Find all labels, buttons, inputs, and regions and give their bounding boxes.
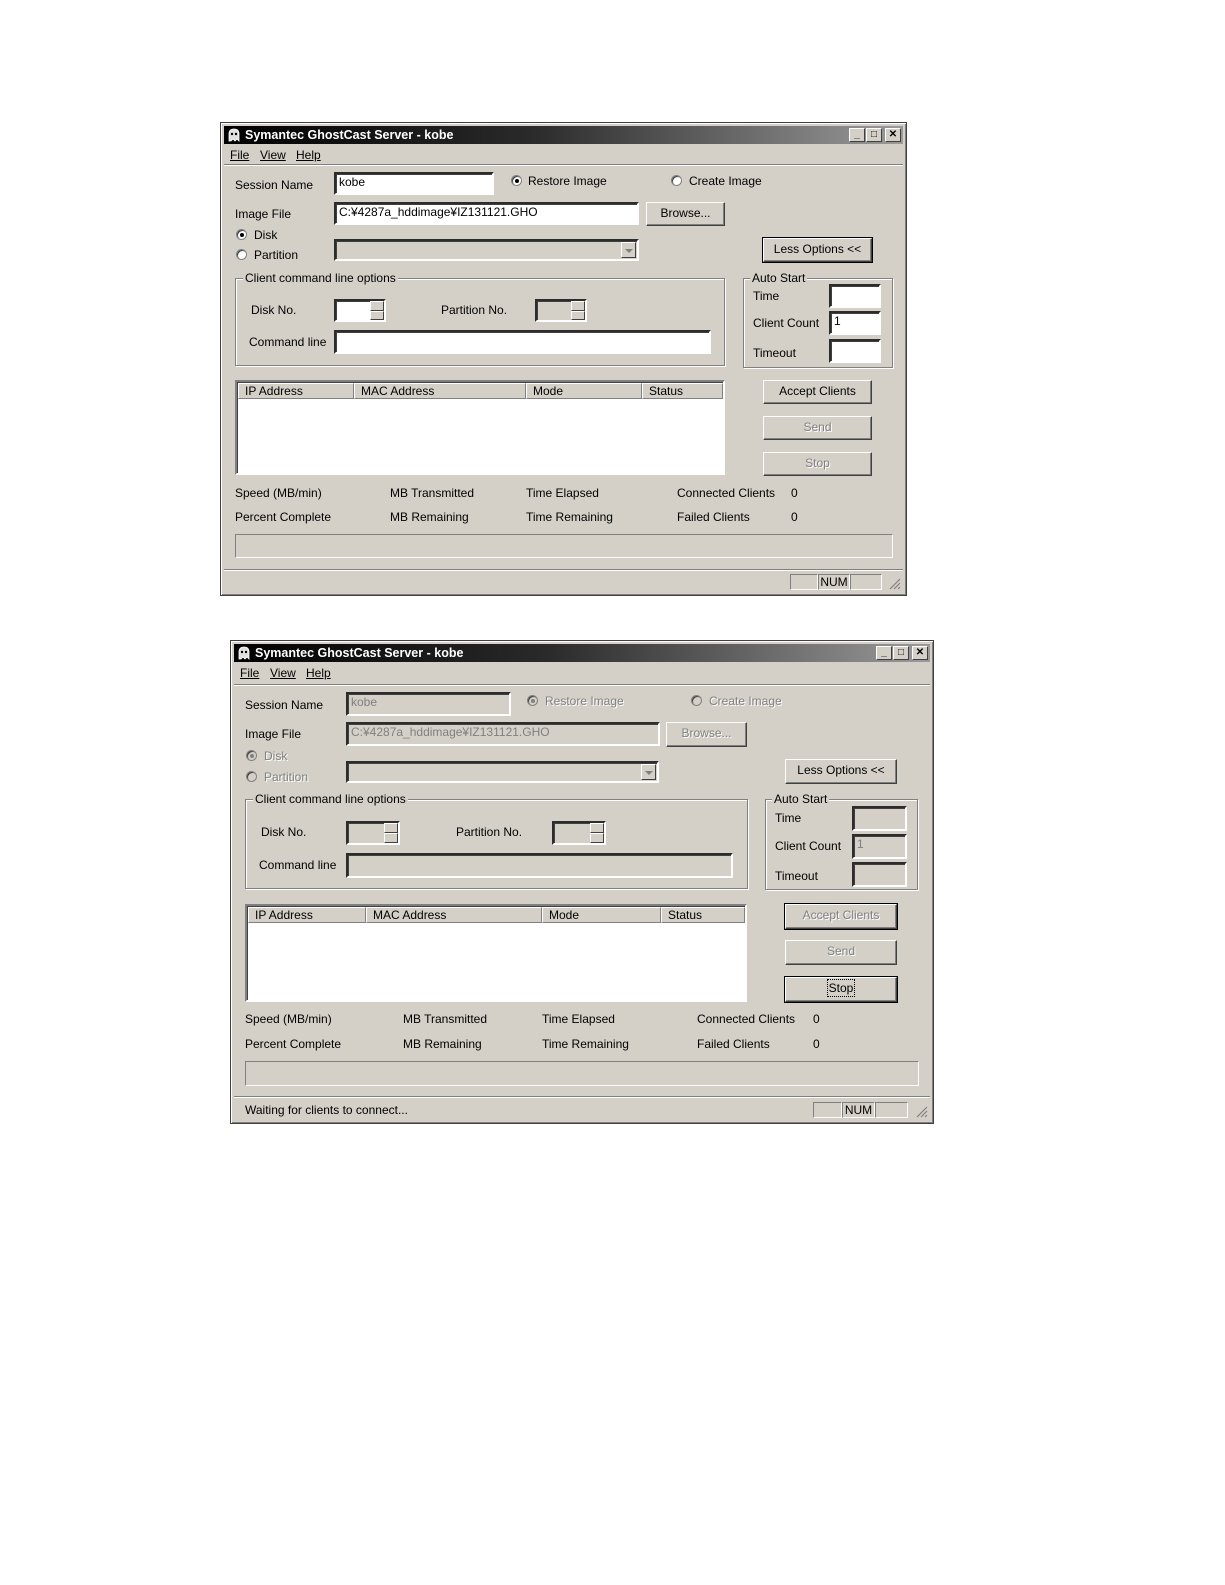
time-input[interactable] (829, 284, 881, 308)
disk-no-label: Disk No. (251, 303, 297, 317)
session-name-input[interactable]: kobe (346, 692, 511, 716)
status-pane-scroll (875, 1102, 908, 1118)
menu-help[interactable]: Help (306, 666, 331, 680)
restore-image-radio[interactable] (511, 175, 522, 186)
resize-grip-icon[interactable] (889, 578, 901, 590)
partition-no-label: Partition No. (441, 303, 508, 317)
image-file-label: Image File (235, 207, 292, 221)
connected-clients-value: 0 (791, 486, 798, 500)
menu-separator (234, 684, 930, 686)
less-options-button[interactable]: Less Options << (763, 238, 872, 262)
ghost-app-icon (237, 646, 251, 660)
failed-clients-label: Failed Clients (697, 1037, 770, 1051)
partition-label[interactable]: Partition (264, 770, 309, 784)
mb-transmitted-label: MB Transmitted (403, 1012, 488, 1026)
create-image-label[interactable]: Create Image (709, 694, 782, 708)
close-icon[interactable]: ✕ (885, 128, 901, 142)
spinner-arrows-icon[interactable] (571, 301, 585, 320)
status-separator (224, 569, 903, 571)
ghostcast-window-top (220, 122, 907, 596)
command-line-label: Command line (249, 335, 327, 349)
time-elapsed-label: Time Elapsed (542, 1012, 615, 1026)
column-ip-address[interactable]: IP Address (238, 383, 354, 399)
speed-label: Speed (MB/min) (235, 486, 322, 500)
partition-radio[interactable] (246, 771, 257, 782)
column-mode[interactable]: Mode (526, 383, 642, 399)
failed-clients-value: 0 (791, 510, 798, 524)
failed-clients-value: 0 (813, 1037, 820, 1051)
menu-view[interactable]: View (260, 148, 286, 162)
percent-complete-label: Percent Complete (245, 1037, 342, 1051)
client-count-label: Client Count (775, 839, 842, 853)
column-mac-address[interactable]: MAC Address (354, 383, 526, 399)
client-count-input[interactable]: 1 (852, 834, 907, 859)
mb-remaining-label: MB Remaining (390, 510, 469, 524)
window-title: Symantec GhostCast Server - kobe (255, 646, 464, 660)
disk-radio[interactable] (246, 750, 257, 761)
partition-no-label: Partition No. (456, 825, 523, 839)
spinner-arrows-icon[interactable] (590, 823, 604, 843)
browse-button[interactable]: Browse... (646, 202, 725, 226)
partition-no-spinner[interactable] (552, 821, 606, 845)
client-options-title: Client command line options (255, 792, 406, 806)
command-line-label: Command line (259, 858, 337, 872)
disk-no-spinner[interactable] (346, 821, 400, 845)
menu-file[interactable]: File (240, 666, 260, 680)
minimize-icon[interactable]: _ (849, 128, 865, 142)
menu-separator (224, 164, 903, 166)
browse-button[interactable]: Browse... (666, 722, 747, 747)
image-file-label: Image File (245, 727, 302, 741)
spinner-arrows-icon[interactable] (370, 301, 384, 320)
maximize-icon[interactable]: □ (893, 646, 909, 660)
send-button[interactable]: Send (785, 940, 897, 965)
chevron-down-icon[interactable] (641, 764, 656, 780)
failed-clients-label: Failed Clients (677, 510, 750, 524)
mb-remaining-label: MB Remaining (403, 1037, 482, 1051)
status-pane-scroll (850, 574, 882, 590)
timeout-label: Timeout (775, 869, 818, 883)
less-options-button[interactable]: Less Options << (785, 759, 897, 784)
speed-label: Speed (MB/min) (245, 1012, 332, 1026)
window-title: Symantec GhostCast Server - kobe (245, 128, 454, 142)
partition-combo[interactable] (346, 761, 659, 783)
spinner-arrows-icon[interactable] (384, 823, 398, 843)
column-ip-address[interactable]: IP Address (248, 907, 366, 923)
column-status[interactable]: Status (661, 907, 745, 923)
partition-label[interactable]: Partition (254, 248, 299, 262)
title-bar[interactable] (224, 126, 903, 144)
client-count-input[interactable]: 1 (829, 311, 881, 335)
auto-start-title: Auto Start (752, 271, 806, 285)
accept-clients-button[interactable]: Accept Clients (785, 904, 897, 929)
create-image-label[interactable]: Create Image (689, 174, 762, 188)
time-label: Time (775, 811, 802, 825)
status-pane-caps (790, 574, 818, 590)
time-remaining-label: Time Remaining (542, 1037, 629, 1051)
connected-clients-value: 0 (813, 1012, 820, 1026)
time-label: Time (753, 289, 780, 303)
ghost-app-icon (227, 128, 241, 142)
partition-combo[interactable] (334, 239, 639, 261)
partition-radio[interactable] (236, 249, 247, 260)
progress-bar (235, 534, 893, 558)
client-count-label: Client Count (753, 316, 820, 330)
restore-image-label[interactable]: Restore Image (528, 174, 607, 188)
session-name-label: Session Name (245, 698, 324, 712)
disk-label[interactable]: Disk (254, 228, 278, 242)
command-line-input[interactable] (346, 853, 733, 878)
resize-grip-icon[interactable] (916, 1106, 928, 1118)
disk-radio[interactable] (236, 229, 247, 240)
session-name-input[interactable]: kobe (334, 172, 494, 195)
column-mode[interactable]: Mode (542, 907, 661, 923)
timeout-input[interactable] (852, 862, 907, 887)
percent-complete-label: Percent Complete (235, 510, 332, 524)
time-remaining-label: Time Remaining (526, 510, 613, 524)
status-separator (234, 1096, 930, 1098)
num-lock-indicator: NUM (842, 1102, 875, 1118)
session-name-label: Session Name (235, 178, 314, 192)
minimize-icon[interactable]: _ (876, 646, 892, 660)
client-options-title: Client command line options (245, 271, 396, 285)
image-file-input[interactable]: C:¥4287a_hddimage¥IZ131121.GHO (334, 202, 639, 225)
maximize-icon[interactable]: □ (866, 128, 882, 142)
stop-button[interactable]: Stop (763, 452, 872, 476)
restore-image-radio[interactable] (527, 695, 538, 706)
disk-no-label: Disk No. (261, 825, 307, 839)
close-icon[interactable]: ✕ (912, 646, 928, 660)
menu-view[interactable]: View (270, 666, 296, 680)
command-line-input[interactable] (334, 330, 711, 354)
menu-file[interactable]: File (230, 148, 250, 162)
accept-clients-button[interactable]: Accept Clients (763, 380, 872, 404)
time-input[interactable] (852, 806, 907, 831)
timeout-input[interactable] (829, 339, 881, 363)
time-elapsed-label: Time Elapsed (526, 486, 599, 500)
create-image-radio[interactable] (671, 175, 682, 186)
column-status[interactable]: Status (642, 383, 723, 399)
status-text: Waiting for clients to connect... (245, 1103, 408, 1117)
connected-clients-label: Connected Clients (697, 1012, 796, 1026)
restore-image-label[interactable]: Restore Image (545, 694, 624, 708)
ghostcast-window-bottom (230, 640, 934, 1124)
clients-list[interactable] (245, 904, 747, 1002)
disk-label[interactable]: Disk (264, 749, 288, 763)
clients-list[interactable] (235, 380, 725, 475)
mb-transmitted-label: MB Transmitted (390, 486, 475, 500)
num-lock-indicator: NUM (818, 574, 850, 590)
title-bar[interactable] (234, 644, 930, 662)
chevron-down-icon[interactable] (621, 242, 636, 258)
disk-no-spinner[interactable] (334, 299, 386, 322)
send-button[interactable]: Send (763, 416, 872, 440)
auto-start-title: Auto Start (774, 792, 828, 806)
status-pane-caps (813, 1102, 842, 1118)
stop-button[interactable]: Stop (785, 977, 897, 1002)
menu-help[interactable]: Help (296, 148, 321, 162)
create-image-radio[interactable] (691, 695, 702, 706)
image-file-input[interactable]: C:¥4287a_hddimage¥IZ131121.GHO (346, 722, 660, 746)
partition-no-spinner[interactable] (535, 299, 587, 322)
column-mac-address[interactable]: MAC Address (366, 907, 542, 923)
connected-clients-label: Connected Clients (677, 486, 776, 500)
timeout-label: Timeout (753, 346, 796, 360)
progress-bar (245, 1061, 919, 1086)
